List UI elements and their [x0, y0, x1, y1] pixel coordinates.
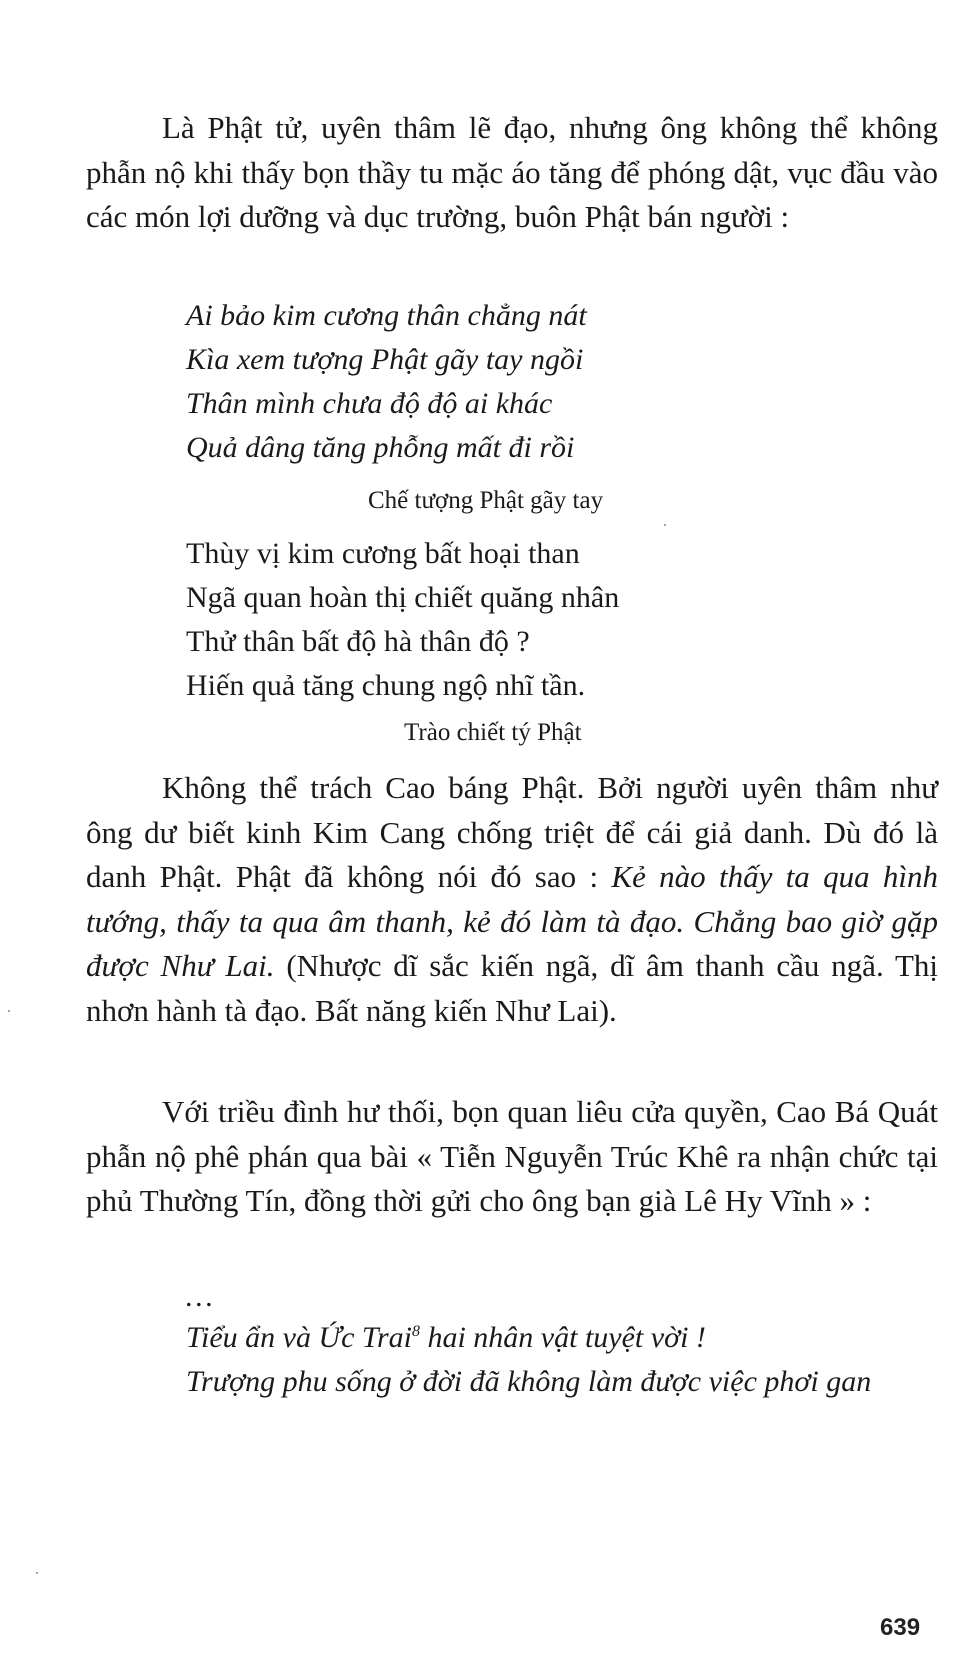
poem-sino-vietnamese: [186, 532, 906, 708]
poem-1-caption: Chế tượng Phật gãy tay: [368, 487, 604, 514]
sutra-quote: Kẻ nào thấy ta qua hình tướng, thấy ta qua âm thanh, kẻ đó làm tà đạo. Chẳng bao giờ gặp được Như Lai.: [86, 859, 938, 983]
paragraph-3-text: Với triều đình hư thối, bọn quan liêu cửa quyền, Cao Bá Quát phẫn nộ phê phán qua bài « Tiễn Nguyễn Trúc Khê ra nhận chức tại phủ Thường Tín, đồng thời gửi cho ông bạn già Lê Hy Vĩnh » :: [86, 1094, 938, 1218]
paragraph-1-text: Là Phật tử, uyên thâm lẽ đạo, nhưng ông không thể không phẫn nộ khi thấy bọn thầy tu mặc áo tăng để phóng dật, vục đầu vào các món lợi dưỡng và dục trường, buôn Phật bán người :: [86, 110, 938, 234]
poem-line: Ngã quan hoàn thị chiết quăng nhân: [186, 581, 620, 614]
poem-farewell: [186, 1282, 946, 1404]
paragraph-2-text: Không thể trách Cao báng Phật. Bởi người uyên thâm như ông dư biết kinh Kim Cang chống triệt để cái giả danh. Dù đó là danh Phật. Phật đã không nói đó sao :: [86, 770, 938, 894]
poem-vietnamese-broken-buddha: [186, 294, 906, 470]
poem-line: Thử thân bất độ hà thân độ ?: [186, 625, 530, 658]
poem-line: Kìa xem tượng Phật gãy tay ngồi: [186, 343, 584, 376]
poem-line: Quả dâng tăng phỗng mất đi rồi: [186, 431, 575, 464]
scan-speck: [36, 1572, 38, 1574]
paragraph-2-translation: (Nhược dĩ sắc kiến ngã, dĩ âm thanh cầu ngã. Thị nhơn hành tà đạo. Bất năng kiến Như Lai).: [86, 948, 938, 1028]
footnote-marker: 8: [411, 1323, 420, 1340]
paragraph-buddhist-criticism: [86, 106, 938, 240]
paragraph-diamond-sutra: [86, 766, 938, 1033]
poem-line: Trượng phu sống ở đời đã không làm được việc phơi gan: [186, 1365, 872, 1398]
poem-line: Tiểu ẩn và Ức Trai$^8$ hai nhân vật tuyệt vời !: [186, 1321, 706, 1354]
scan-speck: [664, 524, 666, 526]
poem-line: Ai bảo kim cương thân chẳng nát: [186, 299, 587, 332]
page-number: 639: [880, 1614, 921, 1641]
poem-line: Thân mình chưa độ độ ai khác: [186, 387, 553, 420]
poem-2-caption: Trào chiết tý Phật: [404, 719, 582, 746]
poem-line: Hiến quả tăng chung ngộ nhĩ tần.: [186, 669, 586, 702]
scan-speck: [8, 1010, 10, 1012]
poem-line: Thùy vị kim cương bất hoại than: [186, 537, 580, 570]
ellipsis: …: [186, 1280, 213, 1313]
paragraph-court-criticism: [86, 1090, 938, 1224]
